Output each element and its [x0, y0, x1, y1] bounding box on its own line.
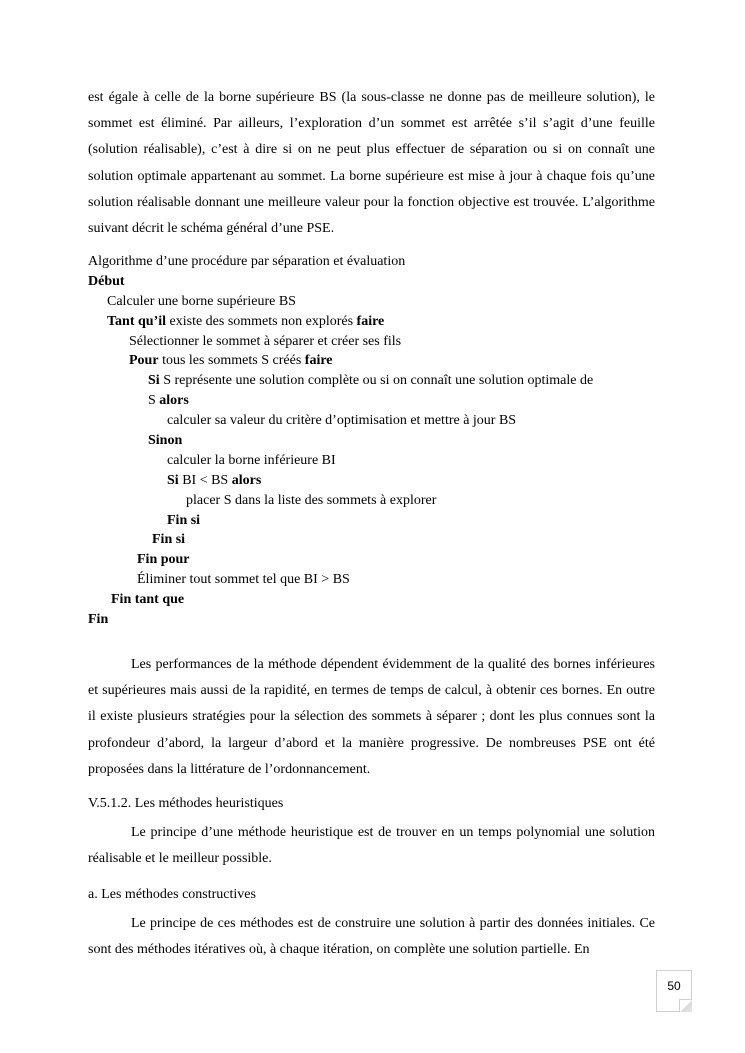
algo-line-select: Sélectionner le sommet à séparer et créer ses fils	[129, 333, 402, 349]
page-number: 50	[667, 979, 681, 993]
tant-que-body: existe des sommets non explorés	[166, 313, 357, 329]
subsection-heading: a. Les méthodes constructives	[88, 887, 256, 902]
section-heading: V.5.1.2. Les méthodes heuristiques	[88, 796, 284, 811]
algo-line-fin-si-inner: Fin si	[167, 512, 201, 528]
algo-line-tant-que	[88, 312, 668, 332]
kw-faire-2: faire	[304, 353, 333, 369]
algo-line-placer: placer S dans la liste des sommets à explorer	[186, 492, 437, 508]
kw-si: Si	[148, 373, 160, 389]
kw-alors: alors	[159, 393, 189, 409]
algo-line-pour	[88, 351, 668, 371]
algo-line-sinon: Sinon	[148, 433, 183, 449]
algo-line-eliminer: Éliminer tout sommet tel que BI > BS	[137, 572, 350, 588]
algo-line-calc-val: calculer sa valeur du critère d’optimisation et mettre à jour BS	[167, 413, 517, 429]
bi-cmp: BI < BS	[178, 472, 232, 488]
algo-line-s-alors	[88, 391, 668, 411]
paragraph-constructive: Le principe de ces méthodes est de construire une solution à partir des données initiales. Ce sont des méthodes itératives où, à chaque itération, on complète une solution partielle. En	[88, 916, 655, 958]
algo-line-fin-pour: Fin pour	[137, 552, 190, 568]
kw-si-2: Si	[167, 472, 179, 488]
si-body: S représente une solution complète ou si on connaît une solution optimale de	[159, 373, 594, 389]
paragraph-intro: est égale à celle de la borne supérieure BS (la sous-classe ne donne pas de meilleure solution), le sommet est éliminé. Par ailleurs, l’exploration d’un sommet est arrêtée s’il s’agit d’une feuille (solution réalisable), c’est à dire si on ne peut plus effectuer de séparation ou si on connaît une solution optimale appartenant au sommet. La borne supérieure est mise à jour à chaque fois qu’une solution réalisable donnant une meilleure valeur pour la fonction objective est trouvée. L’algorithme suivant décrit le schéma général d’une PSE.	[88, 90, 655, 237]
kw-alors-2: alors	[231, 472, 262, 488]
algorithm-title: Algorithme d’une procédure par séparation et évaluation	[88, 254, 406, 269]
algo-fin: Fin	[88, 612, 109, 628]
kw-faire: faire	[356, 313, 385, 329]
algo-line-fin-si-outer: Fin si	[152, 532, 186, 548]
paragraph-performances: Les performances de la méthode dépendent évidemment de la qualité des bornes inférieures et supérieures mais aussi de la rapidité, en termes de temps de calcul, à obtenir ces bornes. En outre il existe plusieurs stratégies pour la sélection des sommets à séparer ; dont les plus connues sont la profondeur d’abord, la largeur d’abord et la manière progressive. De nombreuses PSE ont été proposées dans la littérature de l’ordonnancement.	[88, 657, 655, 777]
pour-body: tous les sommets S créés	[158, 353, 305, 369]
algo-line-fin-tant-que: Fin tant que	[111, 592, 185, 608]
algo-line-si-bi	[88, 471, 668, 491]
kw-tant-quil: Tant qu’il	[107, 313, 167, 329]
kw-pour: Pour	[129, 353, 159, 369]
algorithm-block	[88, 252, 668, 630]
algo-line-si	[88, 371, 668, 391]
page-curl-icon	[679, 999, 692, 1012]
algo-line-calc-bs: Calculer une borne supérieure BS	[107, 293, 296, 309]
s-text: S	[148, 393, 160, 409]
page-number-box	[656, 970, 692, 1012]
paragraph-heuristic-principle: Le principe d’une méthode heuristique est de trouver en un temps polynomial une solution réalisable et le meilleur possible.	[88, 825, 655, 867]
algo-line-calc-bi: calculer la borne inférieure BI	[167, 452, 336, 468]
algo-debut: Début	[88, 273, 125, 289]
